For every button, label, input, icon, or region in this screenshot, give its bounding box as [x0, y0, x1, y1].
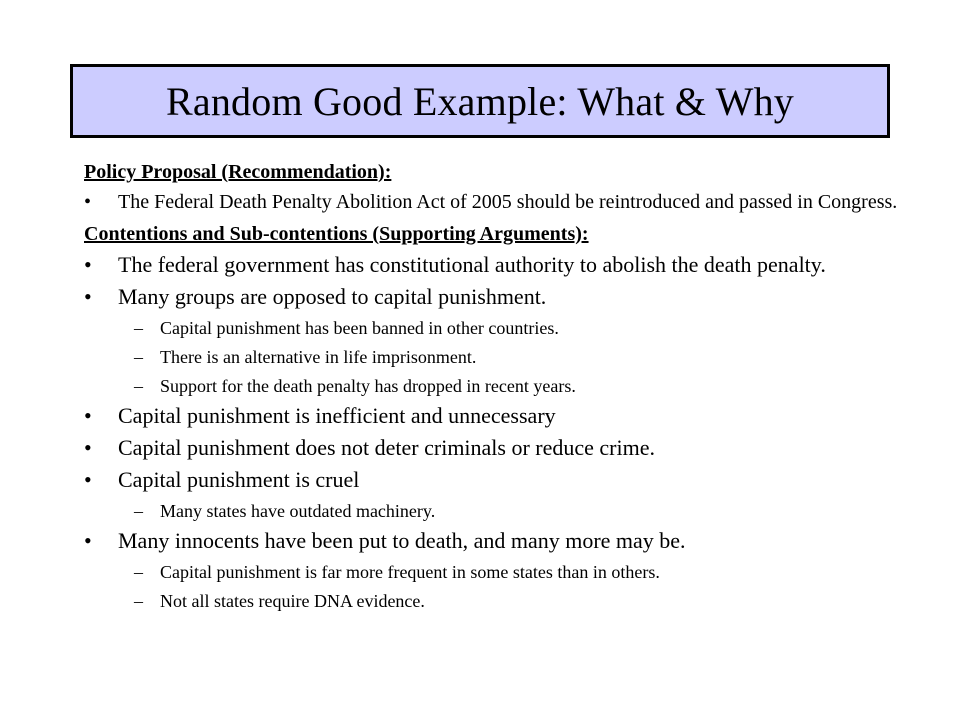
- policy-text: The Federal Death Penalty Abolition Act of 2005 should be reintroduced and passed in Congress.: [118, 191, 898, 213]
- bullet-marker: •: [84, 191, 92, 213]
- dash-marker: –: [134, 376, 143, 396]
- dash-marker: –: [134, 562, 143, 582]
- bullet-marker: •: [84, 252, 92, 277]
- sub-contention: [84, 591, 904, 611]
- slide-body: [84, 160, 904, 620]
- contention-text: Many groups are opposed to capital punishment.: [118, 284, 547, 309]
- contention-bullet: [84, 286, 904, 308]
- bullet-marker: •: [84, 403, 92, 428]
- sub-contention-text: Not all states require DNA evidence.: [160, 591, 425, 611]
- bullet-marker: •: [84, 435, 92, 460]
- contention-bullet: [84, 437, 904, 459]
- contention-text: Capital punishment is cruel: [118, 467, 360, 492]
- dash-marker: –: [134, 591, 143, 611]
- bullet-marker: •: [84, 284, 92, 309]
- sub-contention: [84, 347, 904, 367]
- sub-contention: [84, 318, 904, 338]
- dash-marker: –: [134, 318, 143, 338]
- contention-text: Capital punishment is inefficient and unnecessary: [118, 403, 556, 428]
- sub-contention: [84, 501, 904, 521]
- contention-text: Many innocents have been put to death, and many more may be.: [118, 528, 686, 553]
- policy-bullet: [84, 192, 904, 213]
- policy-heading: Policy Proposal (Recommendation):: [84, 161, 392, 183]
- contention-text: The federal government has constitutional authority to abolish the death penalty.: [118, 252, 826, 277]
- contention-bullet: [84, 469, 904, 491]
- bullet-marker: •: [84, 467, 92, 492]
- sub-contention-text: Capital punishment has been banned in other countries.: [160, 318, 559, 338]
- dash-marker: –: [134, 347, 143, 367]
- dash-marker: –: [134, 501, 143, 521]
- sub-contention-text: There is an alternative in life imprisonment.: [160, 347, 477, 367]
- sub-contention-text: Support for the death penalty has dropped in recent years.: [160, 376, 576, 396]
- sub-contention: [84, 562, 904, 582]
- sub-contention-text: Many states have outdated machinery.: [160, 501, 436, 521]
- bullet-marker: •: [84, 528, 92, 553]
- contention-bullet: [84, 405, 904, 427]
- contention-bullet: [84, 254, 904, 276]
- contention-text: Capital punishment does not deter criminals or reduce crime.: [118, 435, 656, 460]
- sub-contention-text: Capital punishment is far more frequent in some states than in others.: [160, 562, 660, 582]
- contentions-heading: Contentions and Sub-contentions (Supporting Arguments):: [84, 223, 589, 245]
- slide-title-box: [70, 64, 890, 138]
- contention-bullet: [84, 530, 904, 552]
- sub-contention: [84, 376, 904, 396]
- slide-title: Random Good Example: What & Why: [166, 78, 794, 124]
